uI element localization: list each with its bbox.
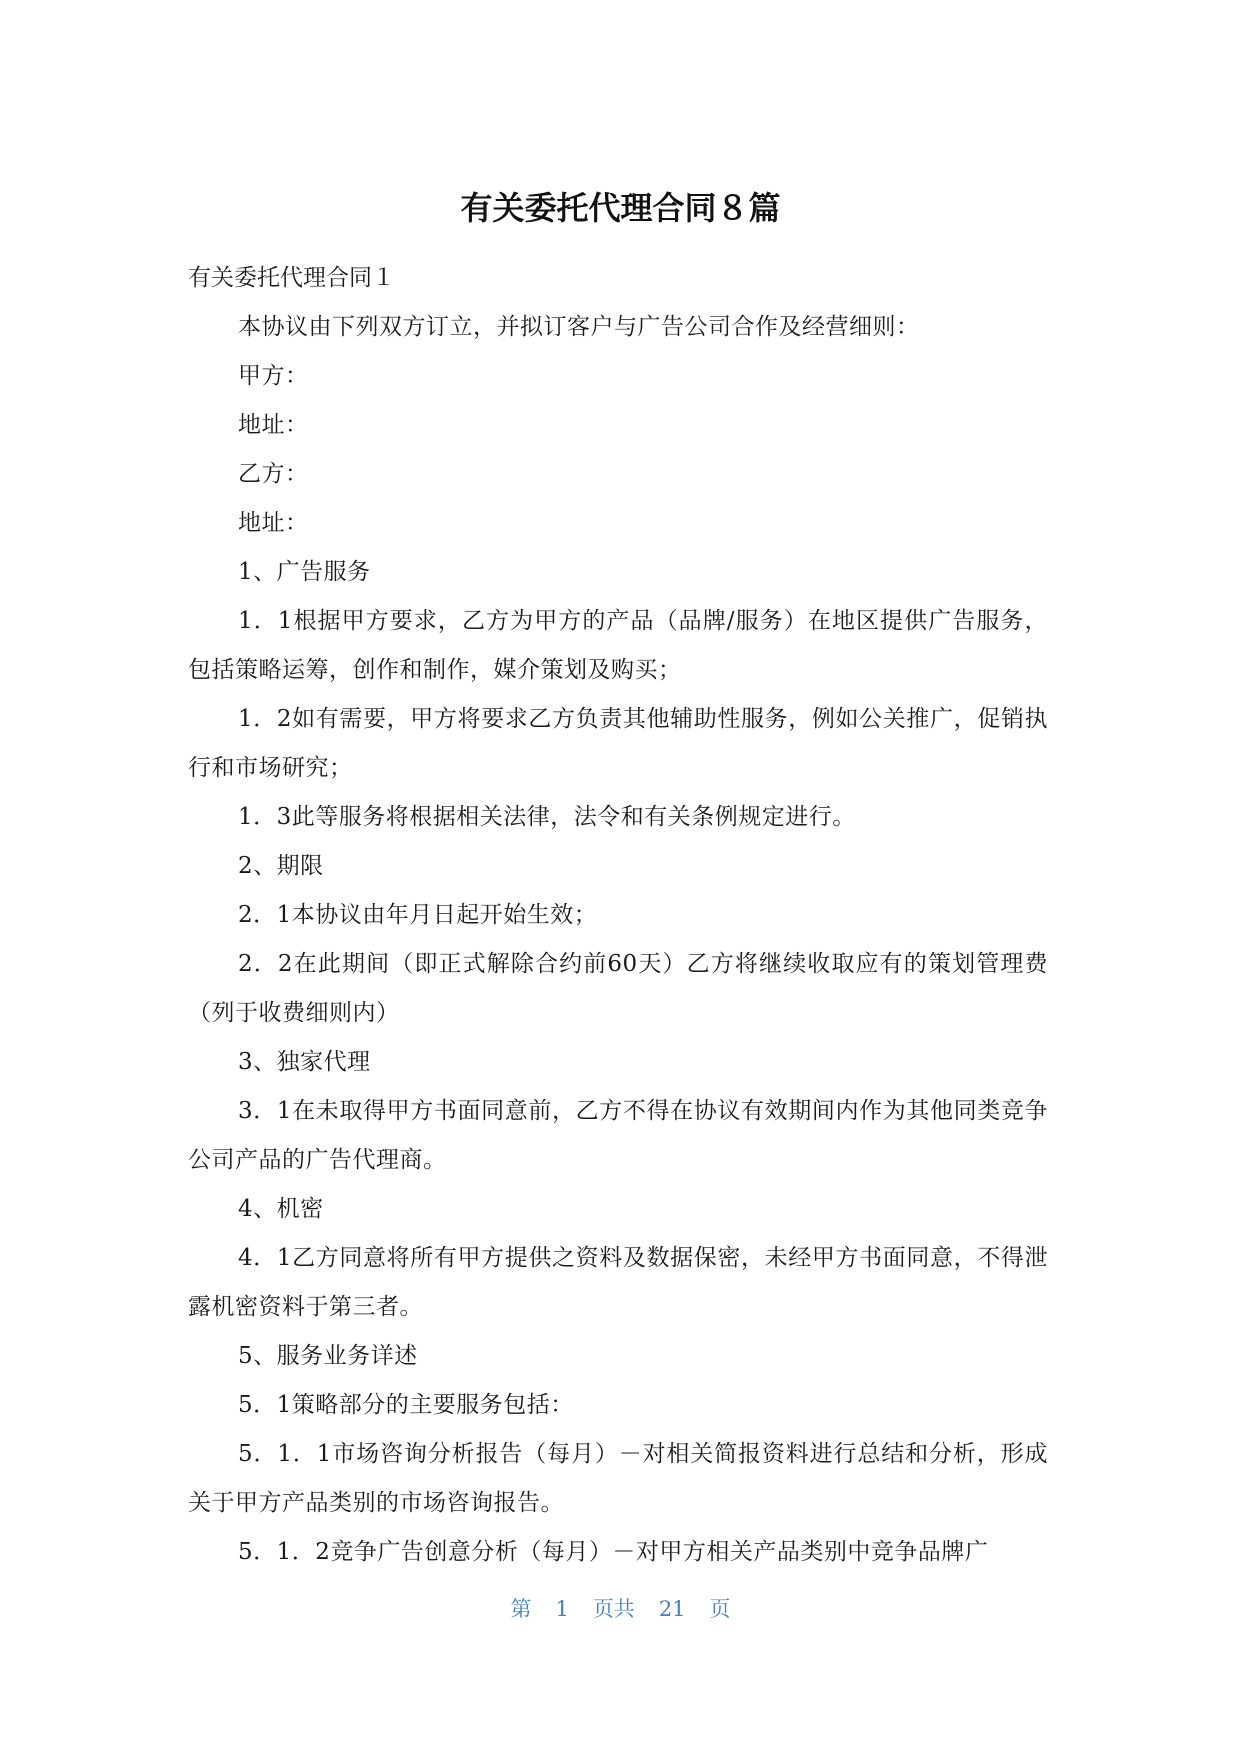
- paragraph: 2．2在此期间（即正式解除合约前60天）乙方将继续收取应有的策划管理费（列于收费细则内）: [188, 951, 1048, 1026]
- page-footer: [0, 1594, 1241, 1624]
- paragraph: 地址：: [238, 510, 309, 536]
- paragraph: 2．1本协议由年月日起开始生效；: [238, 902, 598, 928]
- footer-total-pages: 21: [658, 1597, 686, 1621]
- page-title: 有关委托代理合同８篇: [460, 189, 781, 227]
- section-heading: 1、广告服务: [238, 559, 371, 585]
- paragraph: 1．2如有需要，甲方将要求乙方负责其他辅助性服务，例如公关推广，促销执行和市场研究；: [188, 706, 1048, 781]
- section-heading: 4、机密: [238, 1196, 324, 1222]
- paragraph: 5．1策略部分的主要服务包括：: [238, 1392, 574, 1418]
- paragraph: 乙方：: [238, 461, 309, 487]
- footer-label-page: 第: [510, 1597, 532, 1621]
- paragraph: 1．1根据甲方要求，乙方为甲方的产品（品牌/服务）在地区提供广告服务，包括策略运筹，创作和制作，媒介策划及购买；: [188, 608, 1048, 683]
- paragraph: 5．1．2竞争广告创意分析（每月）－对甲方相关产品类别中竞争品牌广: [238, 1539, 989, 1565]
- section-heading: 2、期限: [238, 853, 324, 879]
- document-subtitle: 有关委托代理合同１: [188, 265, 395, 291]
- footer-label-end: 页: [709, 1597, 731, 1621]
- footer-label-of: 页共: [592, 1597, 635, 1621]
- footer-current-page: 1: [555, 1597, 569, 1621]
- paragraph: 5．1．1市场咨询分析报告（每月）－对相关简报资料进行总结和分析，形成关于甲方产品类别的市场咨询报告。: [188, 1441, 1048, 1516]
- paragraph: 本协议由下列双方订立，并拟订客户与广告公司合作及经营细则：: [238, 314, 920, 340]
- section-heading: 5、服务业务详述: [238, 1343, 418, 1369]
- section-heading: 3、独家代理: [238, 1049, 371, 1075]
- paragraph: 甲方：: [238, 363, 309, 389]
- paragraph: 3．1在未取得甲方书面同意前，乙方不得在协议有效期间内作为其他同类竞争公司产品的广告代理商。: [188, 1098, 1048, 1173]
- paragraph: 1．3此等服务将根据相关法律，法令和有关条例规定进行。: [238, 804, 856, 830]
- paragraph: 4．1乙方同意将所有甲方提供之资料及数据保密，未经甲方书面同意，不得泄露机密资料于第三者。: [188, 1245, 1048, 1320]
- document-body: [188, 254, 1048, 1577]
- paragraph: 地址：: [238, 412, 309, 438]
